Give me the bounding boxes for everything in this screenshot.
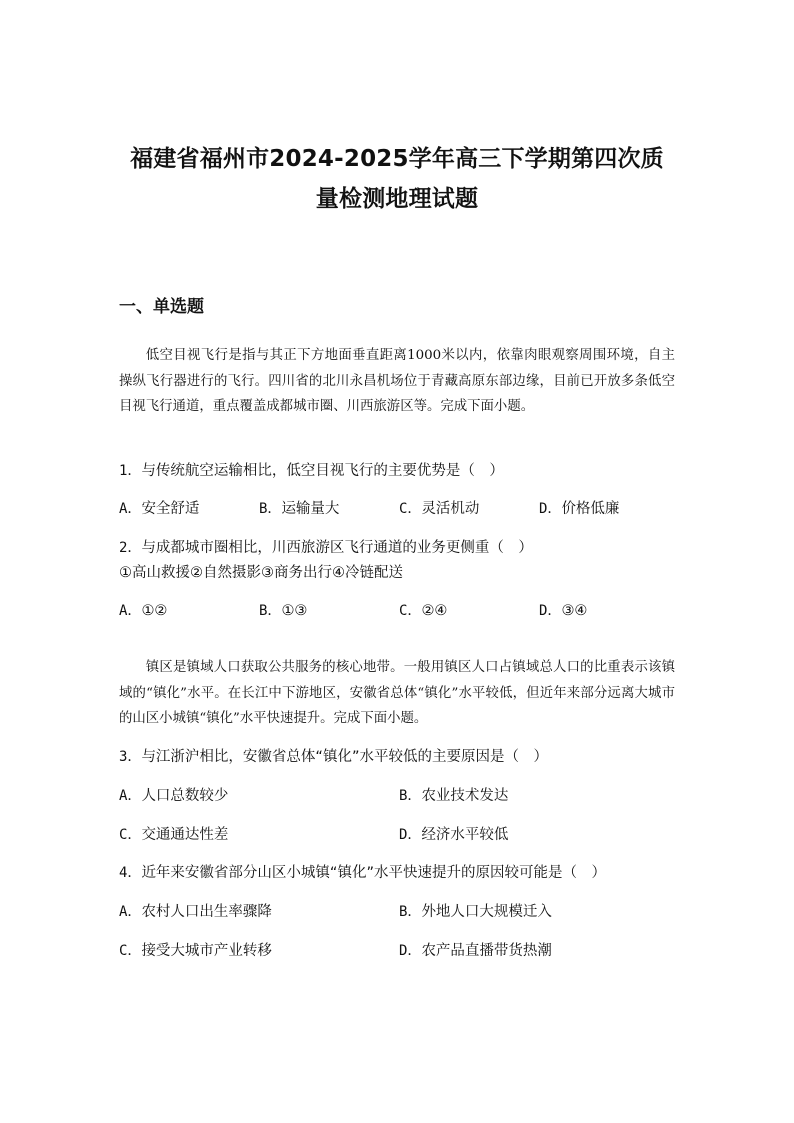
page-title-line-2: 量检测地理试题: [315, 186, 479, 212]
question-stem: 与成都城市圈相比，川西旅游区飞行通道的业务更侧重（ ）: [141, 540, 533, 556]
option-text: 接受大城市产业转移: [141, 943, 272, 959]
option-text: 农村人口出生率骤降: [141, 904, 272, 920]
option-a[interactable]: [119, 785, 228, 807]
option-a[interactable]: [119, 600, 167, 622]
option-text: 交通通达性差: [141, 827, 229, 843]
option-b[interactable]: [259, 498, 339, 520]
option-c[interactable]: [399, 498, 479, 520]
option-label: B．: [399, 904, 422, 920]
option-text: 灵活机动: [421, 501, 480, 517]
option-label: C．: [399, 501, 422, 517]
question-number: 1．: [119, 463, 142, 479]
question-1: [119, 460, 679, 482]
question-number: 2．: [119, 540, 142, 556]
option-text: 安全舒适: [141, 501, 200, 517]
question-number: 3．: [119, 749, 142, 765]
option-text: ①③: [281, 603, 308, 619]
question-stem: 近年来安徽省部分山区小城镇“镇化”水平快速提升的原因较可能是（ ）: [141, 865, 606, 881]
option-text: 农产品直播带货热潮: [421, 943, 552, 959]
option-label: D．: [539, 603, 562, 619]
option-label: A．: [119, 904, 142, 920]
option-label: D．: [399, 943, 422, 959]
passage-2-text: 镇区是镇域人口获取公共服务的核心地带。一般用镇区人口占镇域总人口的比重表示该镇域的“镇化”水平。在长江中下游地区，安徽省总体“镇化”水平较低，但近年来部分远离大城市的山区小城镇“镇化”水平快速提升。完成下面小题。: [119, 660, 675, 726]
option-label: C．: [399, 603, 422, 619]
option-c[interactable]: [119, 824, 228, 846]
option-label: A．: [119, 788, 142, 804]
option-label: D．: [399, 827, 422, 843]
option-text: ①②: [141, 603, 168, 619]
option-text: ③④: [561, 603, 588, 619]
option-text: 人口总数较少: [141, 788, 229, 804]
option-text: 运输量大: [281, 501, 340, 517]
option-label: A．: [119, 501, 142, 517]
option-b[interactable]: [399, 901, 552, 923]
option-d[interactable]: [539, 600, 587, 622]
option-label: C．: [119, 827, 142, 843]
option-text: 价格低廉: [561, 501, 620, 517]
question-2-statements: ①高山救援②自然摄影③商务出行④冷链配送: [119, 565, 403, 581]
page-title-line-1: 福建省福州市2024-2025学年高三下学期第四次质: [130, 146, 664, 172]
passage-1: [119, 343, 675, 420]
option-text: ②④: [421, 603, 448, 619]
option-label: B．: [259, 603, 282, 619]
question-3: [119, 746, 679, 768]
option-a[interactable]: [119, 901, 272, 923]
option-text: 经济水平较低: [421, 827, 509, 843]
option-c[interactable]: [399, 600, 447, 622]
option-text: 农业技术发达: [421, 788, 509, 804]
option-label: B．: [259, 501, 282, 517]
question-2: [119, 537, 679, 559]
question-4: [119, 862, 679, 884]
option-text: 外地人口大规模迁入: [421, 904, 552, 920]
passage-1-text: 低空目视飞行是指与其正下方地面垂直距离1000米以内，依靠肉眼观察周围环境，自主操纵飞行器进行的飞行。四川省的北川永昌机场位于青藏高原东部边缘，目前已开放多条低空目视飞行通道，重点覆盖成都城市圈、川西旅游区等。完成下面小题。: [119, 348, 675, 414]
passage-2: [119, 655, 675, 732]
option-label: C．: [119, 943, 142, 959]
option-d[interactable]: [399, 824, 508, 846]
section-heading: 一、单选题: [119, 297, 204, 317]
option-label: A．: [119, 603, 142, 619]
option-b[interactable]: [259, 600, 307, 622]
option-d[interactable]: [399, 940, 552, 962]
option-a[interactable]: [119, 498, 199, 520]
option-label: B．: [399, 788, 422, 804]
option-b[interactable]: [399, 785, 508, 807]
option-label: D．: [539, 501, 562, 517]
question-stem: 与江浙沪相比，安徽省总体“镇化”水平较低的主要原因是（ ）: [141, 749, 548, 765]
question-stem: 与传统航空运输相比，低空目视飞行的主要优势是（ ）: [141, 463, 504, 479]
question-number: 4．: [119, 865, 142, 881]
option-c[interactable]: [119, 940, 272, 962]
option-d[interactable]: [539, 498, 619, 520]
